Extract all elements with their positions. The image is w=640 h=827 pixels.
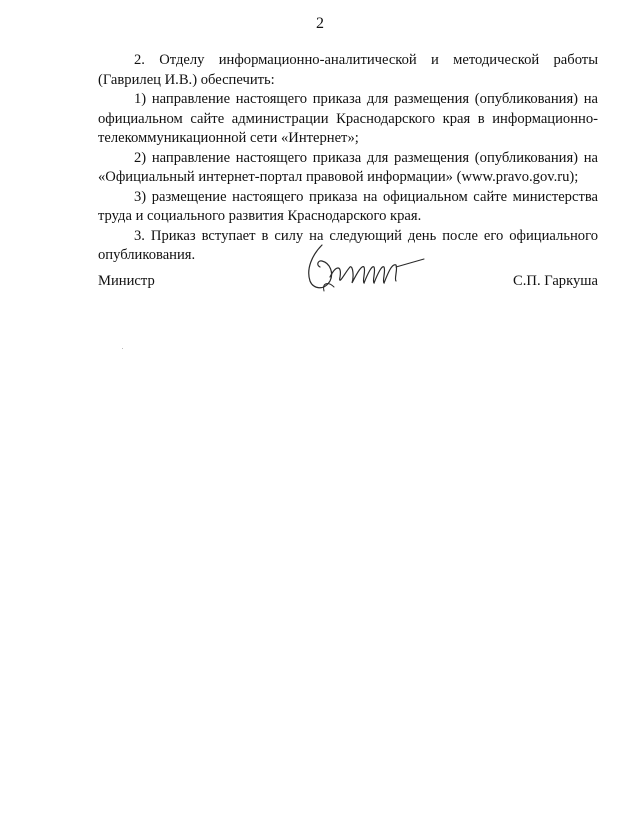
document-body: [98, 51, 598, 266]
scan-speck: [122, 348, 123, 349]
handwritten-signature: [300, 237, 430, 297]
paragraph-item-2: 2. Отделу информационно-аналитической и методической работы (Гаврилец И.В.) обеспечить:: [98, 52, 598, 88]
paragraph-subitem-3: 3) размещение настоящего приказа на официальном сайте министерства труда и социального развития Краснодарского края.: [98, 188, 598, 224]
paragraph-item-3: 3. Приказ вступает в силу на следующий день после его официального опубликования.: [98, 227, 598, 263]
signer-name: С.П. Гаркуша: [513, 273, 598, 289]
signer-title: Министр: [98, 273, 155, 289]
page-number: 2: [316, 15, 324, 32]
paragraph-subitem-2: 2) направление настоящего приказа для размещения (опубликования) на «Официальный интернет-портал правовой информации» (www.pravo.gov.ru);: [98, 149, 598, 185]
paragraph-subitem-1: 1) направление настоящего приказа для размещения (опубликования) на официальном сайте администрации Краснодарского края в информационно-телекоммуникационной сети «Интернет»;: [98, 91, 598, 146]
